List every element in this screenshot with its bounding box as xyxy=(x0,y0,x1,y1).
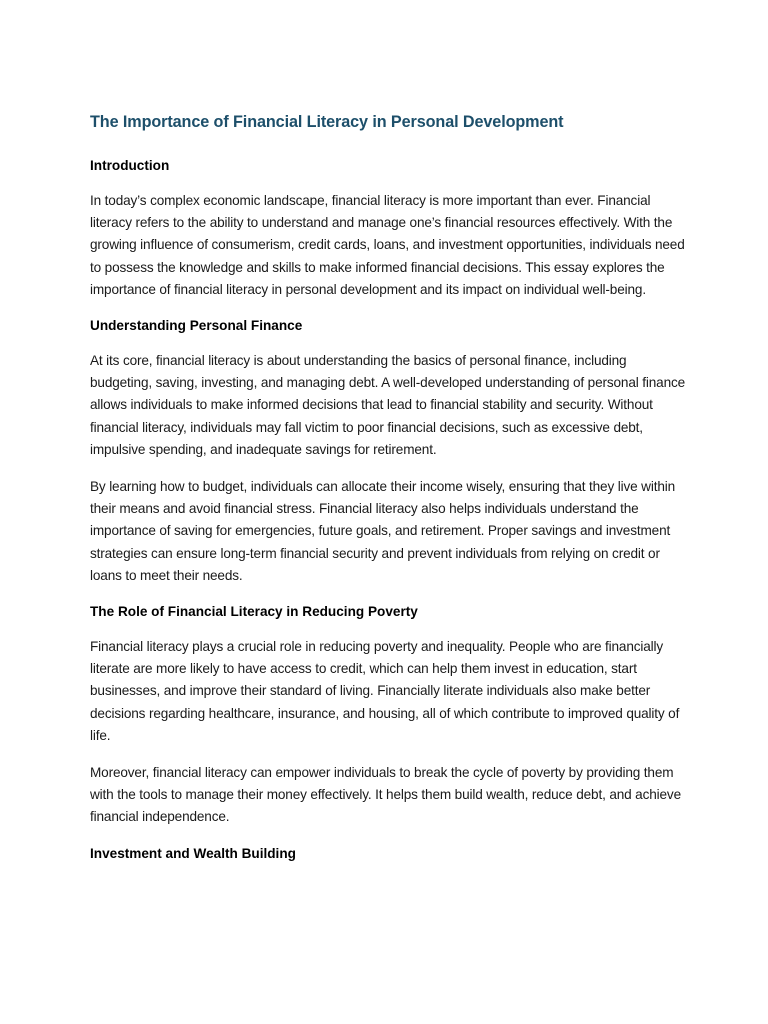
document-page xyxy=(90,111,690,878)
paragraph-understanding-1: At its core, financial literacy is about understanding the basics of personal finance, including budgeting, saving, investing, and managing debt. A well-developed understanding of personal finance allows individuals to make informed decisions that lead to financial stability and security. Without financial literacy, individuals may fall victim to poor financial decisions, such as excessive debt, impulsive spending, and inadequate savings for retirement. xyxy=(90,353,686,457)
paragraph-introduction-1: In today’s complex economic landscape, financial literacy is more important than ever. Financial literacy refers to the ability to understand and manage one’s financial resources effectively. With the growing influence of consumerism, credit cards, loans, and investment opportunities, individuals need to possess the knowledge and skills to make informed financial decisions. This essay explores the importance of financial literacy in personal development and its impact on individual well-being. xyxy=(90,193,685,297)
document-title: The Importance of Financial Literacy in Personal Development xyxy=(90,113,564,131)
section-heading-introduction: Introduction xyxy=(90,158,170,173)
section-heading-reducing-poverty: The Role of Financial Literacy in Reducing Poverty xyxy=(90,604,418,620)
paragraph-understanding-2: By learning how to budget, individuals can allocate their income wisely, ensuring that they live within their means and avoid financial stress. Financial literacy also helps individuals understand the importance of saving for emergencies, future goals, and retirement. Proper savings and investment strategies can ensure long-term financial security and prevent individuals from relying on credit or loans to meet their needs. xyxy=(90,479,676,583)
section-heading-investment-wealth-building: Investment and Wealth Building xyxy=(90,845,296,861)
paragraph-poverty-2: Moreover, financial literacy can empower individuals to break the cycle of poverty by providing them with the tools to manage their money effectively. It helps them build wealth, reduce debt, and achieve financial independence. xyxy=(90,765,681,825)
section-heading-understanding-personal-finance: Understanding Personal Finance xyxy=(90,318,303,334)
paragraph-poverty-1: Financial literacy plays a crucial role in reducing poverty and inequality. People who are financially literate are more likely to have access to credit, which can help them invest in education, start businesses, and improve their standard of living. Financially literate individuals also make better decisions regarding healthcare, insurance, and housing, all of which contribute to improved quality of life. xyxy=(90,639,680,743)
